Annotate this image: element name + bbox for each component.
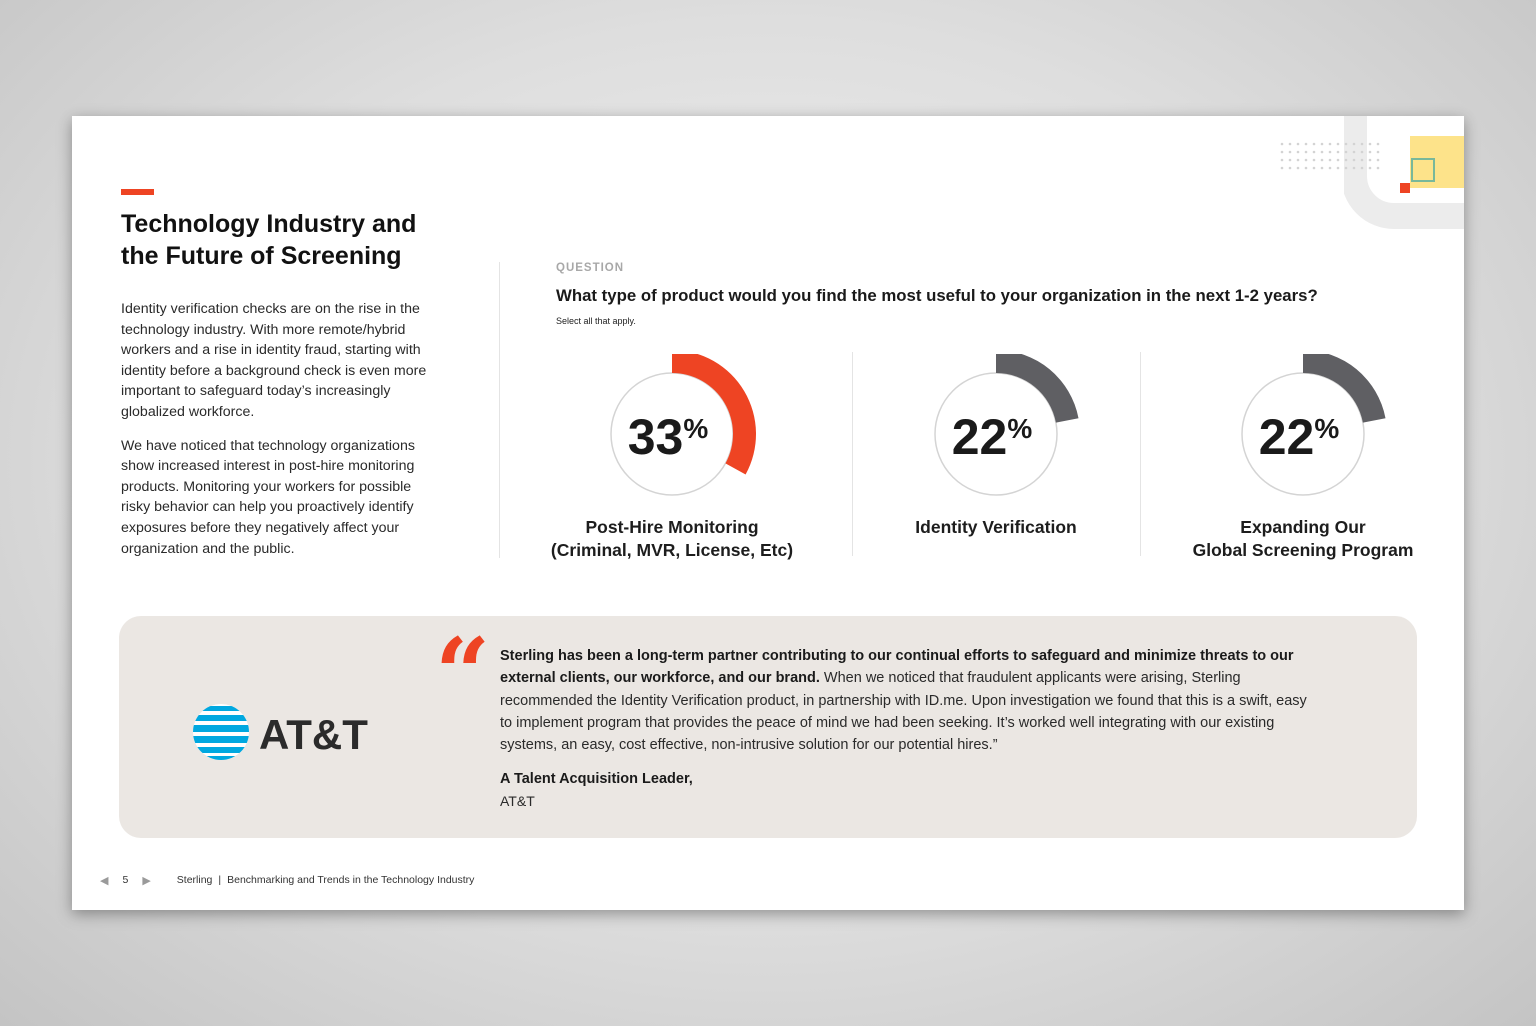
intro-paragraph-2: We have noticed that technology organizations show increased interest in post-hire monitoring products. Monitoring your workers for possible risky behavior can help you proactively identify exposures before they negatively affect your organization and the public. bbox=[121, 437, 415, 557]
att-globe-icon bbox=[193, 704, 249, 761]
footer-separator: | bbox=[218, 874, 222, 886]
testimonial-quote bbox=[500, 645, 1320, 756]
question-note: Select all that apply. bbox=[556, 316, 636, 326]
corner-decoration bbox=[1344, 116, 1464, 236]
stat-label-line1: Identity Verification bbox=[915, 517, 1077, 537]
stat-label bbox=[522, 516, 822, 562]
quote-mark-icon: “ bbox=[435, 617, 491, 730]
title-line-1: Technology Industry and bbox=[121, 210, 417, 238]
page-title bbox=[121, 208, 461, 272]
gauge-chart bbox=[522, 354, 822, 514]
next-page-icon[interactable]: ▶ bbox=[142, 874, 151, 887]
gauge-chart bbox=[1153, 354, 1453, 514]
page-footer bbox=[100, 872, 474, 888]
question-text: What type of product would you find the most useful to your organization in the next 1-2 years? bbox=[556, 286, 1318, 305]
stat-label-line1: Expanding Our bbox=[1240, 517, 1366, 537]
testimonial-box bbox=[119, 616, 1417, 838]
gauge-unit: % bbox=[1007, 413, 1033, 444]
stat-label-line2: Global Screening Program bbox=[1192, 540, 1414, 560]
gauge-value: 22 bbox=[951, 409, 1008, 465]
gauge-unit: % bbox=[683, 413, 709, 444]
dot-grid-decoration bbox=[1280, 142, 1384, 172]
gauge-chart bbox=[846, 354, 1146, 514]
quote-bold-text: Sterling has been a long-term partner contributing to our continual efforts to safeguard and minimize threats to our external clients, our workforce, and our brand. bbox=[500, 648, 1294, 687]
quote-organization: AT&T bbox=[500, 793, 535, 809]
gauge-value: 33 bbox=[627, 409, 684, 465]
gauge-value: 22 bbox=[1258, 409, 1315, 465]
intro-text bbox=[121, 299, 441, 572]
logo-wordmark: AT&T bbox=[259, 711, 368, 758]
stat-label bbox=[846, 516, 1146, 539]
red-square-shape bbox=[1400, 183, 1410, 193]
title-accent-bar bbox=[121, 189, 154, 195]
title-line-2: the Future of Screening bbox=[121, 242, 402, 270]
quote-body-text: When we noticed that fraudulent applicants were arising, Sterling recommended the Identity Verification product, in partnership with ID.me. Upon investigation we found that this is a swift, easy to implement program that provides the peace of mind we had been seeking. It’s worked well integrating with our existing systems, an easy, cost effective, non-intrusive solution for our potential hires.” bbox=[500, 670, 1307, 754]
question-label: QUESTION bbox=[556, 262, 625, 274]
page-number: 5 bbox=[122, 874, 129, 886]
footer-brand: Sterling bbox=[176, 874, 213, 886]
stat-label-line1: Post-Hire Monitoring bbox=[585, 517, 759, 537]
gauge-unit: % bbox=[1314, 413, 1340, 444]
quote-author: A Talent Acquisition Leader, bbox=[500, 771, 693, 787]
stat-label bbox=[1153, 516, 1453, 562]
att-logo bbox=[193, 704, 383, 764]
intro-paragraph-1: Identity verification checks are on the rise in the technology industry. With more remote/hybrid workers and a rise in identity fraud, starting with identity before a background check is even more important to safeguard today’s increasingly globalized workforce. bbox=[121, 301, 427, 420]
stat-label-line2: (Criminal, MVR, License, Etc) bbox=[550, 540, 794, 560]
report-page bbox=[72, 116, 1464, 910]
prev-page-icon[interactable]: ◀ bbox=[100, 874, 109, 887]
footer-doc-title: Benchmarking and Trends in the Technology Industry bbox=[227, 874, 475, 886]
column-divider bbox=[499, 262, 500, 558]
